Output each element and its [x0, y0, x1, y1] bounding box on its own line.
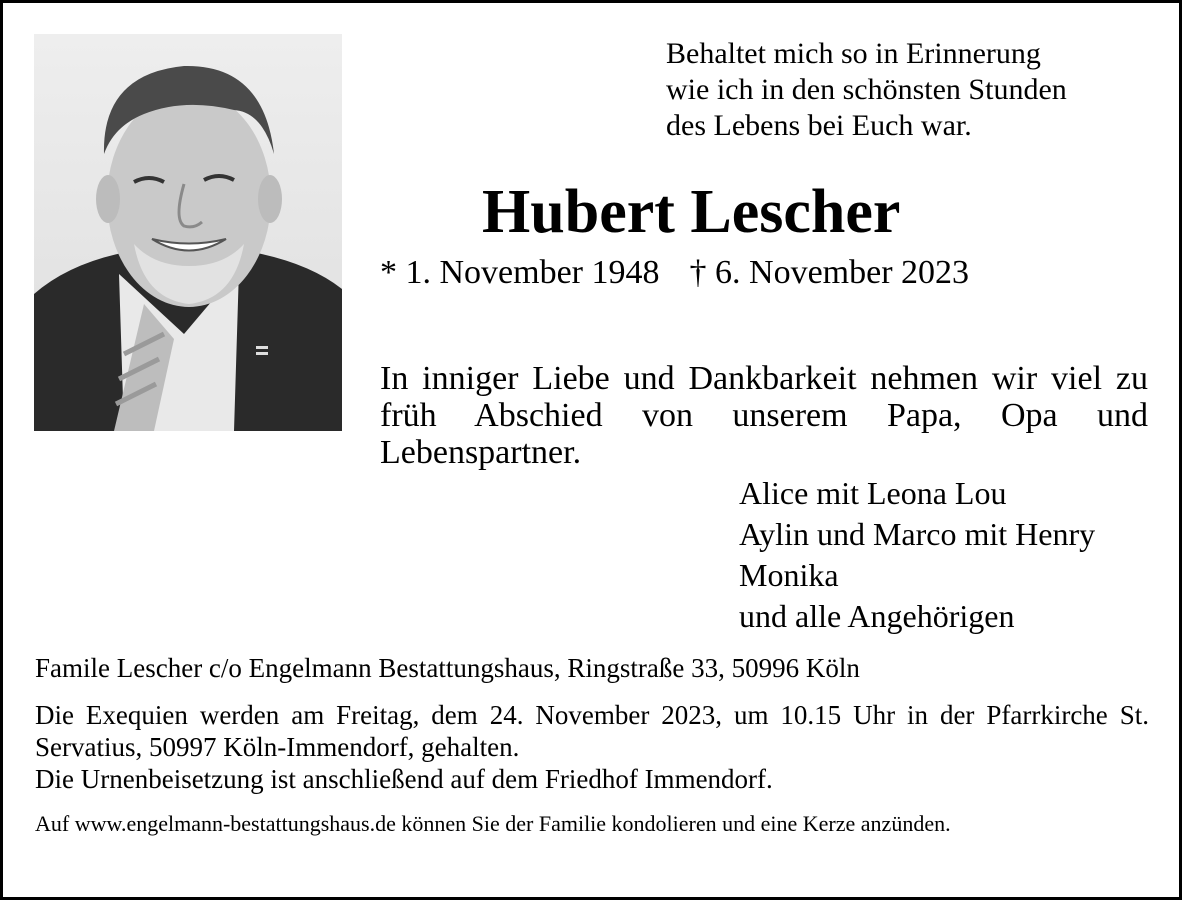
- quote-line: Behaltet mich so in Erinnerung: [666, 37, 1041, 70]
- service-info: [35, 699, 1149, 795]
- portrait-photo: [34, 34, 342, 431]
- life-dates: [380, 253, 969, 293]
- signer: Alice mit Leona Lou: [739, 475, 1007, 511]
- burial-text: Die Urnenbeisetzung ist anschließend auf dem Friedhof Immendorf.: [35, 764, 773, 794]
- signer: und alle Angehörigen: [739, 598, 1015, 634]
- condolence-note: Auf www.engelmann-bestattungshaus.de können Sie der Familie kondolieren und eine Kerze anzünden.: [35, 811, 951, 836]
- exequies-text: Die Exequien werden am Freitag, dem 24. November 2023, um 10.15 Uhr in der Pfarrkirche St. Servatius, 50997 Köln-Immendorf, gehalten.: [35, 700, 1149, 762]
- farewell-message: In inniger Liebe und Dankbarkeit nehmen wir viel zu früh Abschied von unserem Papa, Opa und Lebenspartner.: [380, 360, 1148, 471]
- signers-list: [739, 473, 1095, 637]
- signer: Monika: [739, 557, 839, 593]
- memorial-quote: [666, 36, 1166, 144]
- death-date: † 6. November 2023: [689, 254, 970, 291]
- deceased-name: Hubert Lescher: [482, 178, 901, 246]
- quote-line: des Lebens bei Euch war.: [666, 109, 972, 142]
- quote-line: wie ich in den schönsten Stunden: [666, 73, 1067, 106]
- family-address: Famile Lescher c/o Engelmann Bestattungshaus, Ringstraße 33, 50996 Köln: [35, 653, 860, 683]
- signer: Aylin und Marco mit Henry: [739, 516, 1096, 552]
- birth-date: * 1. November 1948: [380, 254, 660, 291]
